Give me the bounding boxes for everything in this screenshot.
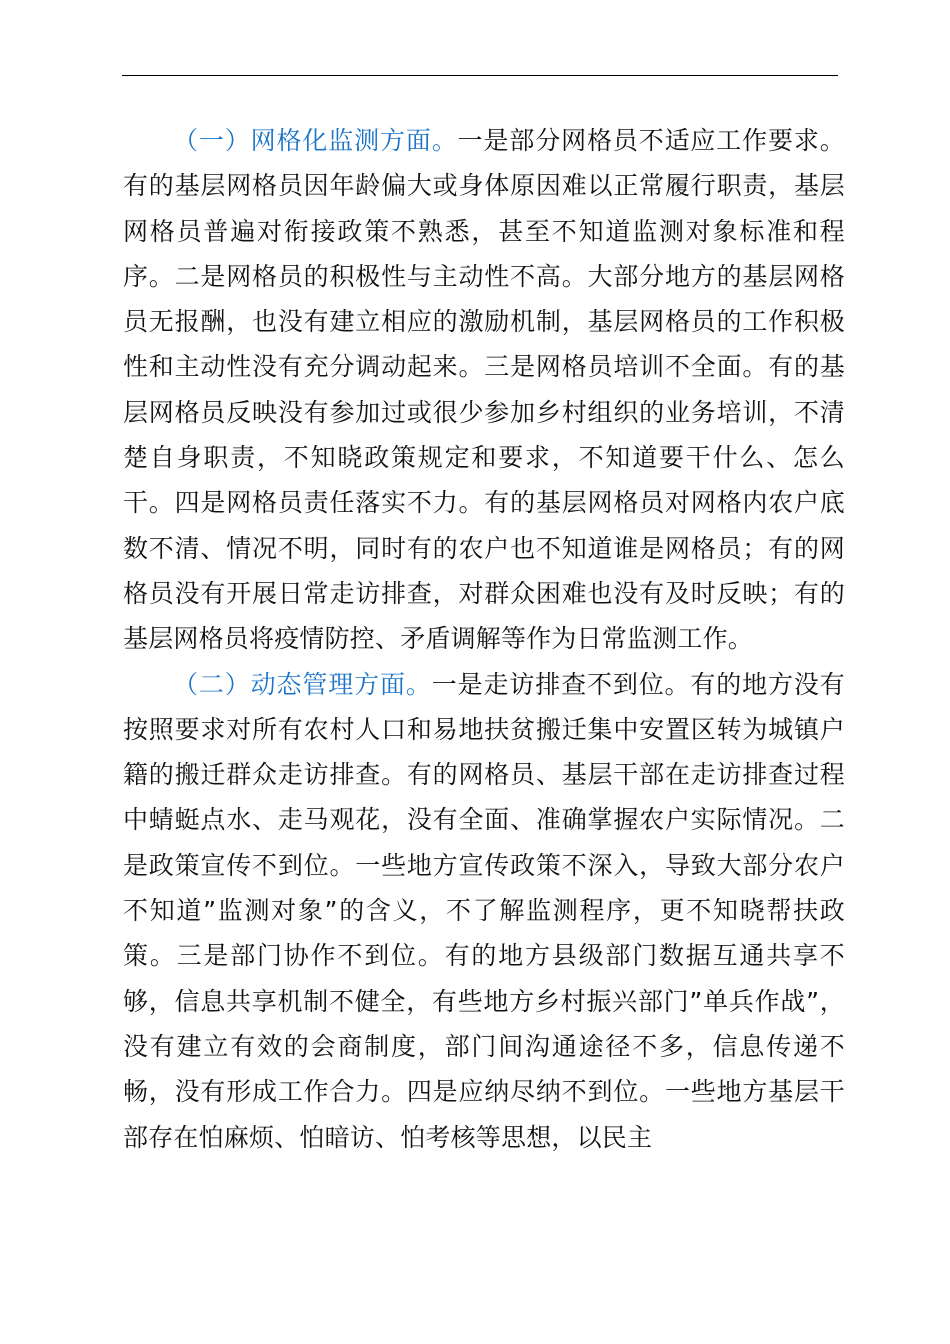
paragraph-grid-monitoring (123, 118, 845, 662)
paragraph-dynamic-management (123, 662, 845, 1160)
document-body (123, 118, 845, 1160)
section-heading-dynamic-management: （二）动态管理方面。 (173, 669, 432, 699)
header-rule (122, 75, 838, 76)
section-heading-grid-monitoring: （一）网格化监测方面。 (173, 126, 458, 155)
paragraph-text-dynamic-management: 一是走访排查不到位。有的地方没有按照要求对所有农村人口和易地扶贫搬迁集中安置区转为城镇户籍的搬迁群众走访排查。有的网格员、基层干部在走访排查过程中蜻蜓点水、走马观花，没有全面、准确掌握农户实际情况。二是政策宣传不到位。一些地方宣传政策不深入，导致大部分农户不知道”监测对象”的含义，不了解监测程序，更不知晓帮扶政策。三是部门协作不到位。有的地方县级部门数据互通共享不够，信息共享机制不健全，有些地方乡村振兴部门”单兵作战”，没有建立有效的会商制度，部门间沟通途径不多，信息传递不畅，没有形成工作合力。四是应纳尽纳不到位。一些地方基层干部存在怕麻烦、怕暗访、怕考核等思想，以民主 (123, 669, 845, 1152)
paragraph-text-grid-monitoring: 一是部分网格员不适应工作要求。有的基层网格员因年龄偏大或身体原因难以正常履行职责，基层网格员普遍对衔接政策不熟悉，甚至不知道监测对象标准和程序。二是网格员的积极性与主动性不高。大部分地方的基层网格员无报酬，也没有建立相应的激励机制，基层网格员的工作积极性和主动性没有充分调动起来。三是网格员培训不全面。有的基层网格员反映没有参加过或很少参加乡村组织的业务培训，不清楚自身职责，不知晓政策规定和要求，不知道要干什么、怎么干。四是网格员责任落实不力。有的基层网格员对网格内农户底数不清、情况不明，同时有的农户也不知道谁是网格员；有的网格员没有开展日常走访排查，对群众困难也没有及时反映；有的基层网格员将疫情防控、矛盾调解等作为日常监测工作。 (123, 126, 845, 654)
